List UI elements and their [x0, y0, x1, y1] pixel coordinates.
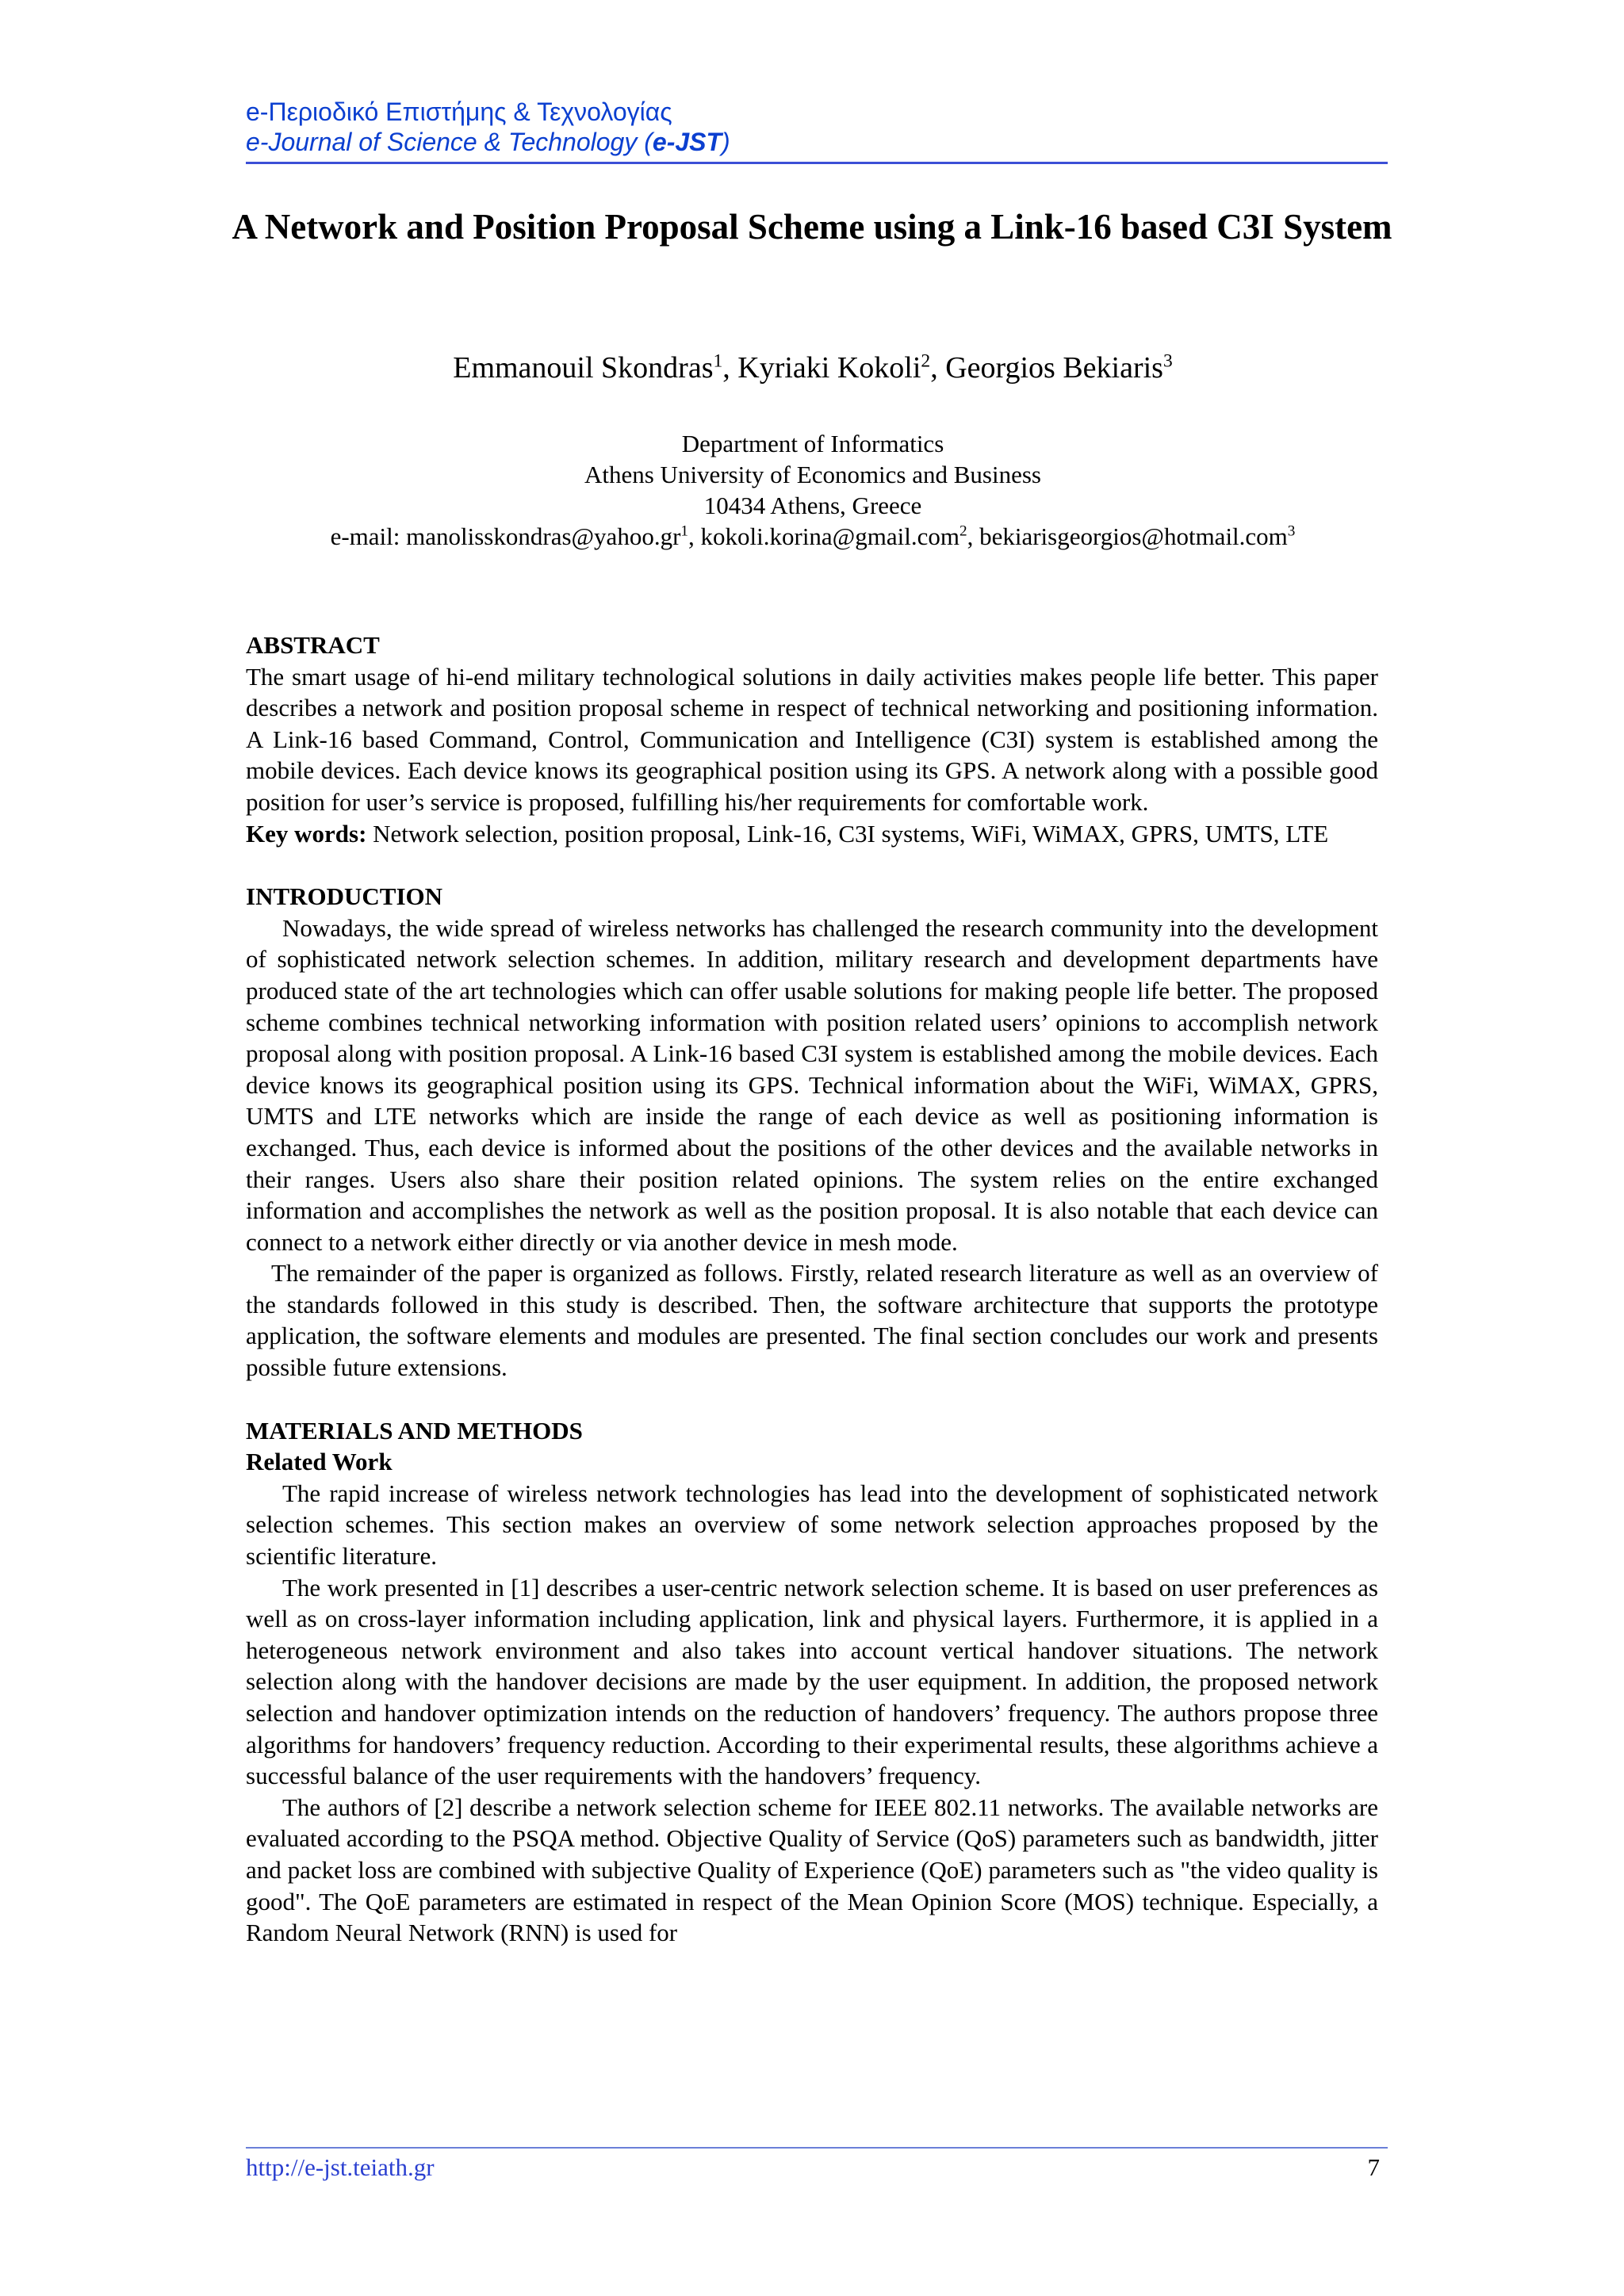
header-rule	[246, 162, 1388, 164]
author-name: Georgios Bekiaris	[945, 351, 1163, 385]
introduction-paragraph: The remainder of the paper is organized as follows. Firstly, related research literature as well as an overview of the standards followed in this study is described. Then, the software architecture that supports the prototype application, the software elements and modules are presented. The final section concludes our work and presents possible future extensions.	[246, 1259, 1378, 1382]
related-work-paragraph: The rapid increase of wireless network technologies has lead into the development of sophisticated network selection schemes. This section makes an overview of some network selection approaches proposed by the scientific literature.	[246, 1479, 1378, 1571]
related-work-paragraph: The authors of [2] describe a network selection scheme for IEEE 802.11 networks. The available networks are evaluated according to the PSQA method. Objective Quality of Service (QoS) parameters such as bandwidth, jitter and packet loss are combined with subjective Quality of Experience (QoE) parameters such as "the video quality is good". The QoE parameters are estimated in respect of the Mean Opinion Score (MOS) technique. Especially, a Random Neural Network (RNN) is used for	[246, 1793, 1378, 1947]
section-gap	[246, 849, 1378, 881]
author-name: Kyriaki Kokoli	[737, 351, 921, 385]
email-line: e-mail: $manolisskondras@yahoo.gr^1$, kokoli.korina@gmail.com$^2$, bekiarisgeorgios@hotmail.com$^3$	[330, 522, 1296, 550]
paper-body	[246, 629, 1378, 1949]
related-work-subheading: Related Work	[246, 1448, 393, 1476]
journal-header	[246, 97, 1388, 157]
related-work-paragraph: The work presented in [1] describes a user-centric network selection scheme. It is based on user preferences as well as on cross-layer information including application, link and physical layers. Furthermore, it is applied in a heterogeneous network environment and also takes into account vertical handover situations. The network selection along with the handover decisions are made by the user equipment. In addition, the proposed network selection and handover optimization intends on the reduction of handovers’ frequency. The authors propose three algorithms for handovers’ frequency reduction. According to their experimental results, these algorithms achieve a successful balance of the user requirements with the handovers’ frequency.	[246, 1573, 1378, 1790]
introduction-paragraph: Nowadays, the wide spread of wireless networks has challenged the research community into the development of sophisticated network selection schemes. In addition, military research and development departments have produced state of the art technologies which can offer usable solutions for making people life better. The proposed scheme combines technical networking information with position related users’ opinions to accomplish network proposal along with position proposal. A Link-16 based C3I system is established among the mobile devices. Each device knows its geographical position using its GPS. Technical information about the WiFi, WiMAX, GPRS, UMTS and LTE networks which are inside the range of each device as well as positioning information is exchanged. Thus, each device is informed about the positions of the other devices and the available networks in their ranges. Users also share their position related opinions. The system relies on the entire exchanged information and accomplishes the network as well as the position proposal. It is also notable that each device can connect to a network either directly or via another device in mesh mode.	[246, 913, 1378, 1256]
footer-url-link[interactable]: http://e-jst.teiath.gr	[246, 2153, 435, 2181]
abstract-text: The smart usage of hi-end military technological solutions in daily activities makes people life better. This paper describes a network and position proposal scheme in respect of technical networking and positioning information. A Link-16 based Command, Control, Communication and Intelligence (C3I) system is established among the mobile devices. Each device knows its geographical position using its GPS. A network along with a possible good position for user’s service is proposed, fulfilling his/her requirements for comfortable work.	[246, 662, 1378, 816]
journal-title-english: e-Journal of Science & Technology (e-JST)	[246, 128, 730, 156]
section-gap	[246, 1383, 1378, 1415]
footer-rule	[246, 2147, 1388, 2149]
introduction-heading: INTRODUCTION	[246, 882, 443, 911]
department: Department of Informatics	[681, 430, 944, 457]
journal-abbreviation: e-JST	[652, 128, 722, 156]
email-address[interactable]: bekiarisgeorgios@hotmail.com	[979, 522, 1288, 550]
city: 10434 Athens, Greece	[703, 492, 922, 519]
page-number: 7	[1367, 2153, 1380, 2181]
affiliation-block	[238, 428, 1388, 552]
author-affiliation-mark: 3	[1162, 350, 1173, 372]
keywords-label: Key words:	[246, 819, 367, 848]
email-address[interactable]: kokoli.korina@gmail.com	[700, 522, 959, 550]
university: Athens University of Economics and Business	[584, 461, 1041, 488]
paper-title: A Network and Position Proposal Scheme using a Link-16 based C3I System	[232, 207, 1392, 247]
keywords	[246, 818, 1378, 850]
author-affiliation-mark: 2	[921, 350, 931, 372]
journal-title-greek: e-Περιοδικό Επιστήμης & Τεχνολογίας	[246, 98, 672, 126]
materials-heading: MATERIALS AND METHODS	[246, 1416, 583, 1445]
author-list: Emmanouil Skondras$^1$, Kyriaki Kokoli$^2$, Georgios Bekiaris$^3$	[453, 350, 1173, 385]
keywords-list: Network selection, position proposal, Link-16, C3I systems, WiFi, WiMAX, GPRS, UMTS, LTE	[373, 819, 1329, 848]
author-affiliation-mark: 1	[713, 350, 723, 372]
author-name: Emmanouil Skondras	[453, 351, 714, 385]
abstract-heading: ABSTRACT	[246, 631, 380, 659]
email-address[interactable]: manolisskondras@yahoo.gr	[406, 522, 681, 550]
